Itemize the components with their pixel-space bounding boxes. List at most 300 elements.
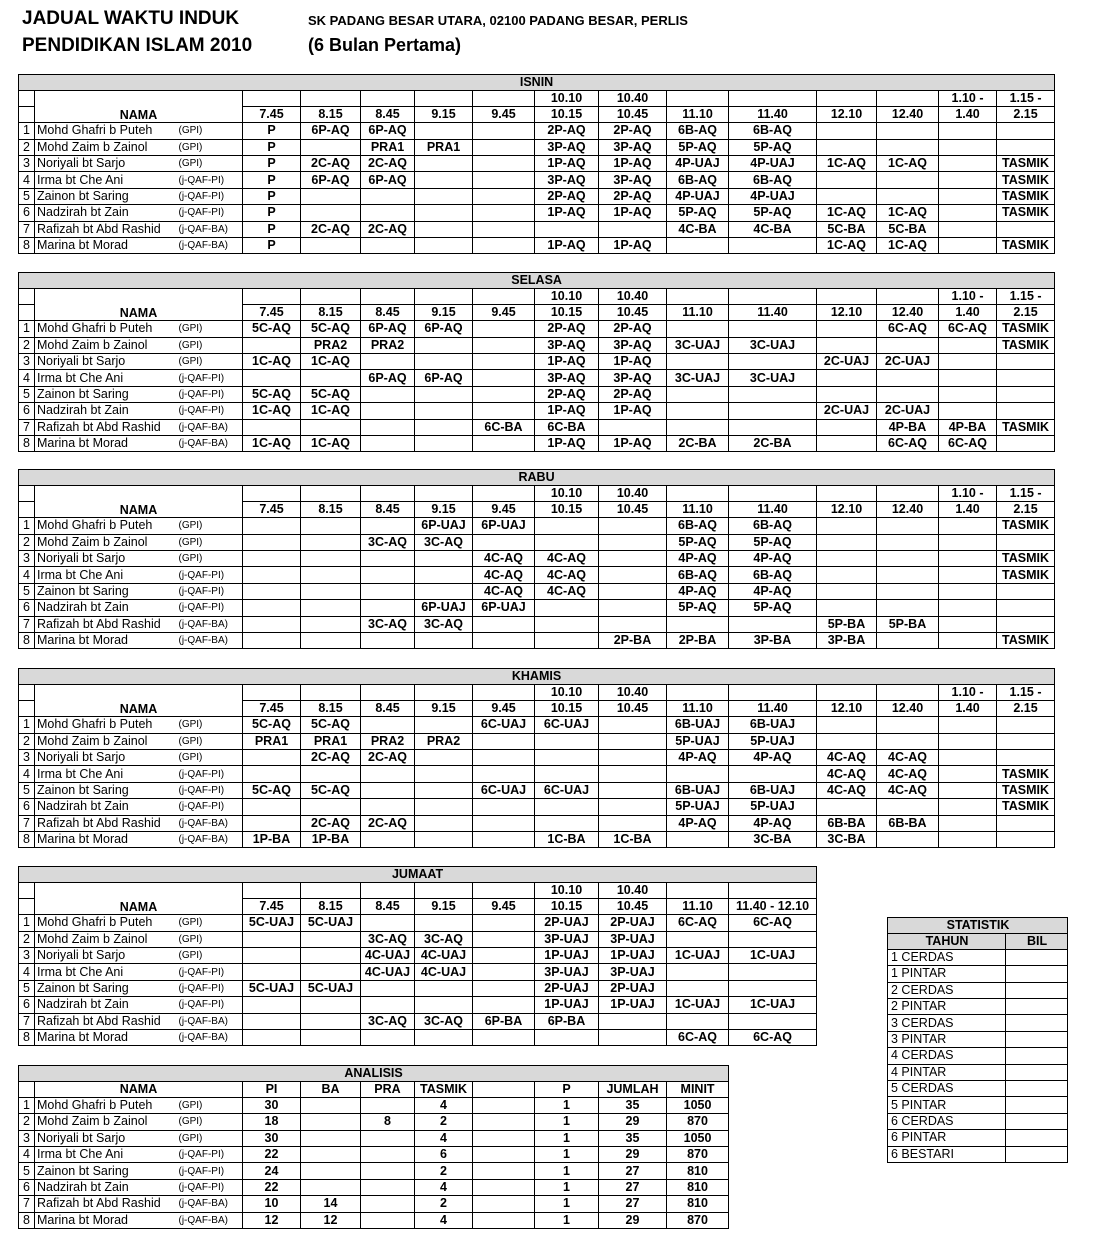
analisis-value: 870: [667, 1147, 729, 1163]
analisis-row: [19, 1097, 729, 1113]
teacher-name: Irma bt Che Ani: [35, 1147, 177, 1163]
class-slot: [877, 123, 939, 139]
analisis-value: [301, 1097, 361, 1113]
class-slot: [729, 964, 817, 980]
row-number: 5: [19, 386, 35, 402]
class-slot: [939, 782, 997, 798]
analisis-value: 1: [535, 1196, 599, 1212]
class-slot: [243, 616, 301, 632]
teacher-row: [19, 386, 1055, 402]
teacher-code: (j-QAF-PI): [177, 205, 243, 221]
class-slot: [599, 815, 667, 831]
class-slot: [415, 750, 473, 766]
class-slot: 5C-UAJ: [243, 980, 301, 996]
class-slot: 2P-UAJ: [599, 915, 667, 931]
class-slot: [243, 964, 301, 980]
class-slot: TASMIK: [997, 238, 1055, 254]
class-slot: [877, 633, 939, 649]
teacher-row: [19, 832, 1055, 848]
class-slot: [243, 948, 301, 964]
class-slot: [473, 832, 535, 848]
class-slot: [415, 205, 473, 221]
teacher-name: Zainon bt Saring: [35, 188, 177, 204]
class-slot: [415, 436, 473, 452]
row-number: 5: [19, 782, 35, 798]
period-label: (6 Bulan Pertama): [308, 35, 462, 55]
time-slot: 10.45: [599, 700, 667, 716]
row-number: 3: [19, 750, 35, 766]
teacher-code: (j-QAF-PI): [177, 980, 243, 996]
day-title: SELASA: [19, 273, 1055, 289]
class-slot: [817, 583, 877, 599]
teacher-code: (GPI): [177, 750, 243, 766]
class-slot: 6P-AQ: [301, 123, 361, 139]
class-slot: 5P-AQ: [667, 534, 729, 550]
class-slot: TASMIK: [997, 518, 1055, 534]
class-slot: [599, 600, 667, 616]
class-slot: [361, 633, 415, 649]
analisis-row: [19, 1114, 729, 1130]
class-slot: [667, 1013, 729, 1029]
class-slot: 6B-UAJ: [667, 782, 729, 798]
teacher-code: (GPI): [177, 551, 243, 567]
teacher-name: Mohd Ghafri b Puteh: [35, 717, 177, 733]
class-slot: [877, 172, 939, 188]
analisis-value: 2: [415, 1114, 473, 1130]
class-slot: [301, 419, 361, 435]
analisis-value: [301, 1163, 361, 1179]
teacher-name: Marina bt Morad: [35, 832, 177, 848]
class-slot: [361, 205, 415, 221]
analisis-value: [473, 1130, 535, 1146]
time-slot-top: [877, 90, 939, 106]
class-slot: 6C-UAJ: [473, 717, 535, 733]
time-slot-top: [415, 882, 473, 898]
class-slot: 1C-AQ: [877, 205, 939, 221]
teacher-name: Rafizah bt Abd Rashid: [35, 815, 177, 831]
time-slot-top: [877, 288, 939, 304]
row-number: 3: [19, 156, 35, 172]
analisis-value: 35: [599, 1097, 667, 1113]
statistik-row: [888, 949, 1068, 965]
teacher-row: [19, 370, 1055, 386]
tahun-value: 6 CERDAS: [888, 1113, 1006, 1129]
class-slot: [301, 964, 361, 980]
class-slot: [361, 997, 415, 1013]
class-slot: [817, 567, 877, 583]
analisis-col-header: BA: [301, 1081, 361, 1097]
class-slot: 6C-UAJ: [535, 717, 599, 733]
class-slot: 6C-AQ: [939, 436, 997, 452]
analisis-col-header: [473, 1081, 535, 1097]
analisis-value: 22: [243, 1179, 301, 1195]
class-slot: [243, 815, 301, 831]
class-slot: 4C-AQ: [473, 551, 535, 567]
class-slot: 3C-UAJ: [729, 337, 817, 353]
teacher-code: (j-QAF-BA): [177, 221, 243, 237]
class-slot: TASMIK: [997, 633, 1055, 649]
time-slot-top: [243, 882, 301, 898]
class-slot: [877, 534, 939, 550]
time-slot: 12.40: [877, 106, 939, 122]
teacher-name: Rafizah bt Abd Rashid: [35, 616, 177, 632]
teacher-row: [19, 156, 1055, 172]
statistik-row: [888, 999, 1068, 1015]
class-slot: [301, 616, 361, 632]
class-slot: [243, 1030, 301, 1046]
class-slot: 4C-AQ: [817, 750, 877, 766]
class-slot: 4C-AQ: [877, 782, 939, 798]
class-slot: [817, 188, 877, 204]
class-slot: 1P-UAJ: [599, 997, 667, 1013]
teacher-row: [19, 123, 1055, 139]
teacher-name: Mohd Ghafri b Puteh: [35, 518, 177, 534]
class-slot: 3P-BA: [817, 633, 877, 649]
teacher-code: (GPI): [177, 337, 243, 353]
time-slot: 1.40: [939, 304, 997, 320]
class-slot: 1P-AQ: [599, 205, 667, 221]
class-slot: 4C-AQ: [535, 583, 599, 599]
row-number: 2: [19, 931, 35, 947]
class-slot: [243, 534, 301, 550]
row-number: 1: [19, 123, 35, 139]
class-slot: [301, 948, 361, 964]
class-slot: [301, 600, 361, 616]
time-slot-top: [473, 485, 535, 501]
teacher-name: Irma bt Che Ani: [35, 964, 177, 980]
time-slot: 10.15: [535, 700, 599, 716]
class-slot: TASMIK: [997, 551, 1055, 567]
analisis-value: 810: [667, 1163, 729, 1179]
time-slot-top: [243, 288, 301, 304]
teacher-name: Irma bt Che Ani: [35, 766, 177, 782]
tahun-header: TAHUN: [888, 933, 1006, 949]
class-slot: 4C-AQ: [535, 567, 599, 583]
time-slot: 8.15: [301, 501, 361, 517]
class-slot: [667, 980, 729, 996]
class-slot: 1C-BA: [599, 832, 667, 848]
class-slot: 2C-UAJ: [877, 403, 939, 419]
class-slot: [667, 419, 729, 435]
time-slot: 10.15: [535, 106, 599, 122]
class-slot: 1P-BA: [301, 832, 361, 848]
analisis-value: [473, 1147, 535, 1163]
class-slot: [473, 403, 535, 419]
class-slot: 6B-BA: [817, 815, 877, 831]
class-slot: [939, 518, 997, 534]
class-slot: 2C-BA: [729, 436, 817, 452]
class-slot: [415, 980, 473, 996]
row-number: 5: [19, 1163, 35, 1179]
class-slot: 6P-AQ: [361, 172, 415, 188]
class-slot: [939, 139, 997, 155]
class-slot: [729, 403, 817, 419]
analisis-value: 870: [667, 1212, 729, 1228]
class-slot: 4C-BA: [729, 221, 817, 237]
row-number: 4: [19, 567, 35, 583]
class-slot: [877, 551, 939, 567]
class-slot: 3P-UAJ: [535, 931, 599, 947]
class-slot: 5P-BA: [817, 616, 877, 632]
class-slot: [877, 386, 939, 402]
class-slot: [667, 403, 729, 419]
statistik-row: [888, 966, 1068, 982]
analisis-value: 4: [415, 1130, 473, 1146]
class-slot: [667, 931, 729, 947]
class-slot: [243, 419, 301, 435]
teacher-row: [19, 436, 1055, 452]
analisis-value: 2: [415, 1196, 473, 1212]
teacher-row: [19, 551, 1055, 567]
class-slot: PRA2: [301, 337, 361, 353]
teacher-name: Zainon bt Saring: [35, 386, 177, 402]
class-slot: [939, 172, 997, 188]
row-number: 8: [19, 436, 35, 452]
class-slot: 2P-UAJ: [535, 915, 599, 931]
class-slot: 1P-AQ: [599, 403, 667, 419]
time-slot-top: [817, 485, 877, 501]
row-number: 4: [19, 766, 35, 782]
time-slot: 2.15: [997, 501, 1055, 517]
time-slot: 9.15: [415, 700, 473, 716]
class-slot: [473, 386, 535, 402]
class-slot: 6C-AQ: [729, 1030, 817, 1046]
teacher-name: Rafizah bt Abd Rashid: [35, 419, 177, 435]
time-slot: 12.40: [877, 304, 939, 320]
analisis-value: 810: [667, 1179, 729, 1195]
class-slot: P: [243, 188, 301, 204]
class-slot: 4C-UAJ: [415, 964, 473, 980]
time-slot: 12.40: [877, 501, 939, 517]
class-slot: 3P-UAJ: [535, 964, 599, 980]
analisis-value: 10: [243, 1196, 301, 1212]
class-slot: [939, 238, 997, 254]
time-slot-top: 10.10: [535, 684, 599, 700]
class-slot: [997, 600, 1055, 616]
class-slot: 3C-AQ: [361, 616, 415, 632]
class-slot: [817, 337, 877, 353]
analisis-value: [473, 1114, 535, 1130]
class-slot: 2C-AQ: [301, 221, 361, 237]
row-number: 7: [19, 221, 35, 237]
teacher-row: [19, 567, 1055, 583]
class-slot: [361, 717, 415, 733]
class-slot: 1C-AQ: [817, 156, 877, 172]
class-slot: [599, 534, 667, 550]
header-blank: [19, 501, 35, 517]
row-number: 7: [19, 419, 35, 435]
class-slot: 2C-BA: [667, 436, 729, 452]
class-slot: 6B-AQ: [729, 518, 817, 534]
class-slot: [361, 419, 415, 435]
class-slot: [535, 750, 599, 766]
class-slot: TASMIK: [997, 567, 1055, 583]
class-slot: 1P-AQ: [535, 403, 599, 419]
time-slot: 10.15: [535, 304, 599, 320]
teacher-name: Noriyali bt Sarjo: [35, 1130, 177, 1146]
class-slot: 2C-AQ: [361, 221, 415, 237]
time-slot-top: [301, 288, 361, 304]
class-slot: 3C-BA: [729, 832, 817, 848]
time-slot: 2.15: [997, 304, 1055, 320]
teacher-name: Rafizah bt Abd Rashid: [35, 221, 177, 237]
class-slot: [301, 188, 361, 204]
class-slot: [877, 832, 939, 848]
class-slot: 5P-UAJ: [667, 799, 729, 815]
class-slot: [415, 815, 473, 831]
class-slot: [361, 782, 415, 798]
teacher-name: Mohd Zaim b Zainol: [35, 1114, 177, 1130]
class-slot: P: [243, 205, 301, 221]
row-number: 5: [19, 188, 35, 204]
teacher-code: (j-QAF-BA): [177, 1030, 243, 1046]
class-slot: [243, 750, 301, 766]
analisis-value: [361, 1196, 415, 1212]
time-slot: 2.15: [997, 106, 1055, 122]
class-slot: 5P-AQ: [729, 534, 817, 550]
class-slot: 3C-AQ: [415, 616, 473, 632]
class-slot: [473, 915, 535, 931]
analisis-value: 1: [535, 1179, 599, 1195]
teacher-code: (GPI): [177, 915, 243, 931]
time-slot: 8.15: [301, 700, 361, 716]
class-slot: 6P-AQ: [361, 321, 415, 337]
teacher-code: (GPI): [177, 534, 243, 550]
time-slot: 11.10: [667, 501, 729, 517]
teacher-row: [19, 600, 1055, 616]
analisis-value: 1050: [667, 1097, 729, 1113]
analisis-value: [473, 1097, 535, 1113]
class-slot: 6C-AQ: [667, 915, 729, 931]
class-slot: 3P-UAJ: [599, 964, 667, 980]
time-slot-top: 10.40: [599, 288, 667, 304]
row-number: 3: [19, 354, 35, 370]
class-slot: 6P-AQ: [361, 370, 415, 386]
class-slot: 3P-AQ: [599, 172, 667, 188]
teacher-code: (j-QAF-PI): [177, 188, 243, 204]
time-slot-top: [877, 485, 939, 501]
class-slot: [361, 799, 415, 815]
class-slot: [667, 386, 729, 402]
class-slot: 6B-AQ: [667, 172, 729, 188]
class-slot: [939, 799, 997, 815]
teacher-code: (j-QAF-PI): [177, 370, 243, 386]
time-slot-top: [361, 90, 415, 106]
time-slot: 12.10: [817, 304, 877, 320]
row-number: 8: [19, 1030, 35, 1046]
analisis-value: 30: [243, 1130, 301, 1146]
class-slot: [667, 238, 729, 254]
nama-header: NAMA: [35, 684, 243, 717]
analisis-value: 2: [415, 1163, 473, 1179]
analisis-value: [301, 1114, 361, 1130]
row-number: 6: [19, 403, 35, 419]
class-slot: 2P-AQ: [599, 321, 667, 337]
class-slot: [415, 1030, 473, 1046]
time-slot-top: [817, 288, 877, 304]
class-slot: [473, 139, 535, 155]
class-slot: 3P-AQ: [535, 337, 599, 353]
class-slot: [939, 156, 997, 172]
class-slot: 4P-AQ: [729, 815, 817, 831]
class-slot: [599, 782, 667, 798]
row-number: 8: [19, 238, 35, 254]
teacher-code: (j-QAF-BA): [177, 1196, 243, 1212]
class-slot: [939, 766, 997, 782]
class-slot: [939, 717, 997, 733]
class-slot: 3P-AQ: [599, 139, 667, 155]
class-slot: [997, 733, 1055, 749]
bil-value: [1006, 1097, 1068, 1113]
nama-header: NAMA: [35, 90, 243, 123]
class-slot: PRA2: [361, 337, 415, 353]
time-slot: 7.45: [243, 304, 301, 320]
teacher-code: (j-QAF-PI): [177, 567, 243, 583]
analisis-value: 12: [243, 1212, 301, 1228]
analisis-value: 24: [243, 1163, 301, 1179]
row-number: 6: [19, 600, 35, 616]
class-slot: [415, 551, 473, 567]
analisis-value: [301, 1147, 361, 1163]
row-number: 6: [19, 997, 35, 1013]
time-slot-top: 10.10: [535, 90, 599, 106]
teacher-name: Mohd Ghafri b Puteh: [35, 915, 177, 931]
class-slot: 6C-AQ: [877, 436, 939, 452]
row-number: 5: [19, 980, 35, 996]
time-slot: 11.10: [667, 898, 729, 914]
time-slot-top: [667, 684, 729, 700]
class-slot: 2P-BA: [599, 633, 667, 649]
class-slot: [997, 370, 1055, 386]
class-slot: PRA1: [361, 139, 415, 155]
class-slot: 2P-AQ: [535, 386, 599, 402]
class-slot: 4C-UAJ: [361, 964, 415, 980]
time-slot: 11.40: [729, 700, 817, 716]
class-slot: 5P-AQ: [667, 205, 729, 221]
teacher-row: [19, 616, 1055, 632]
teacher-name: Nadzirah bt Zain: [35, 600, 177, 616]
class-slot: TASMIK: [997, 205, 1055, 221]
teacher-name: Marina bt Morad: [35, 1030, 177, 1046]
time-slot-top: 10.40: [599, 882, 667, 898]
analisis-value: [361, 1130, 415, 1146]
class-slot: [301, 583, 361, 599]
analisis-value: [301, 1130, 361, 1146]
bil-value: [1006, 966, 1068, 982]
class-slot: 6B-AQ: [729, 123, 817, 139]
class-slot: [599, 733, 667, 749]
class-slot: [301, 1030, 361, 1046]
class-slot: PRA2: [361, 733, 415, 749]
time-slot: 7.45: [243, 501, 301, 517]
class-slot: [243, 518, 301, 534]
class-slot: TASMIK: [997, 419, 1055, 435]
teacher-code: (j-QAF-PI): [177, 1163, 243, 1179]
time-slot: 8.15: [301, 106, 361, 122]
class-slot: 6P-UAJ: [473, 600, 535, 616]
class-slot: 1P-AQ: [535, 156, 599, 172]
time-slot: 9.45: [473, 501, 535, 517]
class-slot: 3C-AQ: [361, 931, 415, 947]
class-slot: [243, 600, 301, 616]
teacher-name: Mohd Zaim b Zainol: [35, 931, 177, 947]
teacher-name: Irma bt Che Ani: [35, 172, 177, 188]
analisis-table: [18, 1065, 729, 1229]
class-slot: [877, 733, 939, 749]
class-slot: [301, 139, 361, 155]
class-slot: [817, 717, 877, 733]
class-slot: PRA1: [243, 733, 301, 749]
